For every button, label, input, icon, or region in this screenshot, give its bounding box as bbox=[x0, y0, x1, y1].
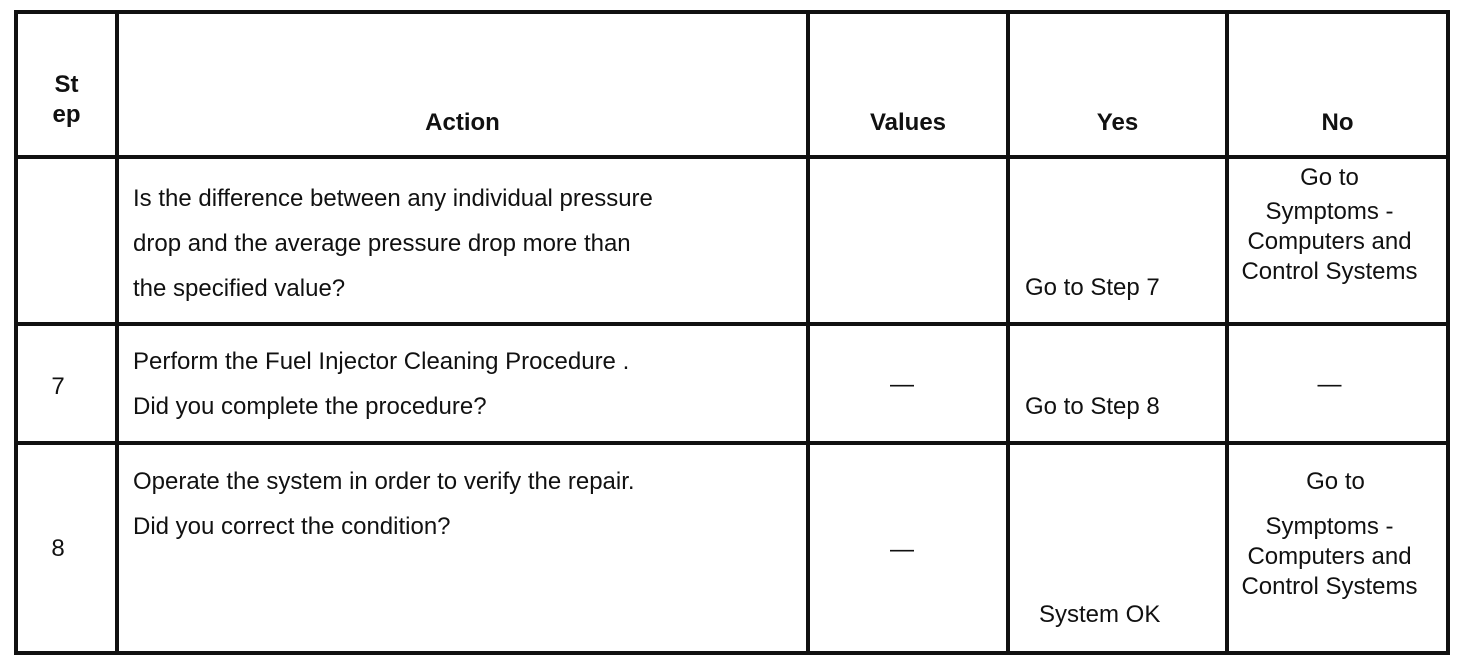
header-no: No bbox=[1321, 109, 1354, 136]
header-values: Values bbox=[869, 109, 947, 136]
no-line: Computers and bbox=[1247, 543, 1412, 570]
header-step-line: St bbox=[54, 71, 79, 98]
step-cell: 8 bbox=[51, 535, 65, 562]
no-line: Control Systems bbox=[1241, 573, 1418, 600]
header-action: Action bbox=[425, 109, 500, 136]
header-yes: Yes bbox=[1096, 109, 1139, 136]
table-right-border bbox=[1446, 10, 1450, 655]
no-line: Go to bbox=[1300, 164, 1359, 191]
table-top-border bbox=[14, 10, 1450, 14]
step-cell: 7 bbox=[51, 373, 65, 400]
action-line: Perform the Fuel Injector Cleaning Procedure . bbox=[133, 348, 630, 375]
action-line: Operate the system in order to verify the repair. bbox=[133, 468, 635, 495]
column-divider bbox=[115, 10, 119, 655]
values-cell: — bbox=[890, 371, 914, 398]
no-line: Computers and bbox=[1247, 228, 1412, 255]
table-bottom-border bbox=[14, 651, 1450, 655]
no-line: Symptoms - bbox=[1265, 513, 1394, 540]
action-cell bbox=[133, 184, 653, 319]
action-line: the specified value? bbox=[133, 275, 346, 302]
no-cell bbox=[1229, 163, 1430, 287]
no-line: Control Systems bbox=[1241, 258, 1418, 285]
header-bottom-border bbox=[14, 155, 1450, 159]
yes-cell: Go to Step 7 bbox=[1025, 274, 1160, 301]
header-step-line: ep bbox=[52, 101, 81, 128]
no-cell bbox=[1229, 467, 1430, 602]
no-line: Symptoms - bbox=[1265, 198, 1394, 225]
action-line: drop and the average pressure drop more than bbox=[133, 230, 631, 257]
no-line: Go to bbox=[1306, 468, 1365, 495]
row-divider bbox=[14, 441, 1450, 445]
header-step bbox=[18, 70, 115, 130]
action-cell bbox=[133, 347, 629, 437]
values-cell: — bbox=[890, 536, 914, 563]
no-cell: — bbox=[1317, 371, 1342, 398]
yes-cell: System OK bbox=[1039, 601, 1161, 628]
action-line: Is the difference between any individual pressure bbox=[133, 185, 653, 212]
action-line: Did you correct the condition? bbox=[133, 513, 451, 540]
action-cell bbox=[133, 467, 635, 557]
yes-cell: Go to Step 8 bbox=[1025, 393, 1160, 420]
row-divider bbox=[14, 322, 1450, 326]
action-line: Did you complete the procedure? bbox=[133, 393, 487, 420]
column-divider bbox=[1006, 10, 1010, 655]
